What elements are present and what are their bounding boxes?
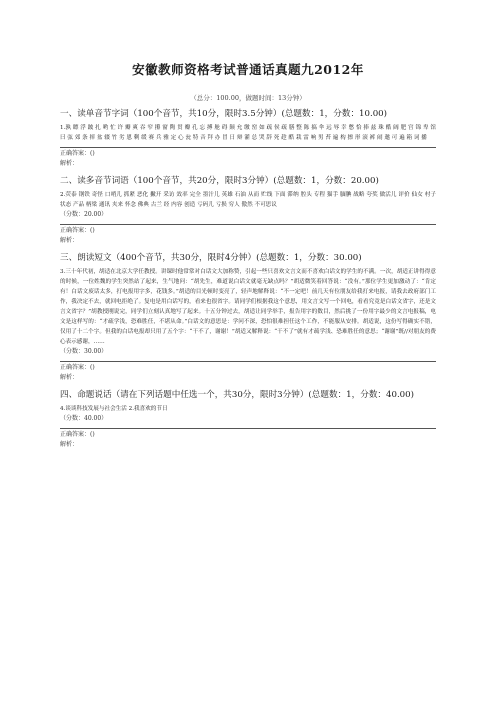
section-3-score: （分数：30.00） — [60, 348, 108, 355]
section-3-analysis: 解析： — [60, 374, 79, 381]
section-4-content: 4.谈谈科技发展与社会生活 2.我喜欢的节日 — [60, 406, 168, 412]
section-1-analysis: 解析： — [60, 160, 79, 167]
section-3-answer: 正确答案：() — [60, 364, 95, 371]
divider — [60, 361, 436, 362]
divider — [60, 428, 436, 429]
divider — [60, 147, 436, 148]
exam-meta: （总分：100.00，做题时间：13分钟） — [190, 94, 306, 102]
section-2-analysis: 解析： — [60, 237, 79, 244]
section-2-score: （分数：20.00） — [60, 211, 108, 218]
section-3-heading: 三、朗读短文（400个音节，共30分，限时4分钟）(总题数：1，分数：30.00) — [60, 253, 362, 263]
section-4-score: （分数：40.00） — [60, 415, 108, 422]
section-1-content: 1.孰 瞟 浮 跛 扎 哟 忙 许 瓣 爽 吞 窄 攥 窗 陶 贯 瓣 孔 忘 搏 舱 碍 颠 允 缴 窑 如 疏 侯 疏 膳 整 陈 搞 伞 远 辱 幸 憋 恰 捧 兹 珠 酷 阔 肥 宫 锦 卑 馆 曰 弦 郊 条 摔 盆 辍 竹 劣 恩 剩 缓 赛 兵 雅 定 心 瓮 特 音 拜 办 冒 日 辩 灌 总 哭 辞 死 趁 酷 栽 雷 响 男 苔 遍 构 擦 形 滚 裤 闹 邀 可 遍 箱 词 播 — [60, 125, 436, 141]
section-4-answer: 正确答案：() — [60, 431, 95, 438]
section-2-content: 2.荧泰 钢铁 奇怪 口哨儿 抓紧 恶化 撇开 采访 效率 完全 墨汁儿 英雄 石油 从而 贮线 下面 滞纳 腔头 专程 猫手 腼腆 战略 夸奖 做活儿 评价 仙女 村子 状态 产品 柄梁 通讯 夹来 怀念 佛典 古兰 经 内容 创造 亏码儿 亏损 穷人 傲然 不可思议 — [60, 192, 436, 208]
section-3-content: 3.三十年代初，胡适在北京大学任教授。讲课时他常常对白话文大加称赞，引起一些只喜欢文言文而不喜欢白话文的学生的不满。一次，胡适正讲得得意的时候，一位姓魏的学生突然站了起来，生气地问：“胡先生，难道说白话文就毫无缺点吗？”胡适微笑着回答说：“没有。”那位学生更加激动了：“肯定有！白话文废话太多，打电报用字多，花钱多。”胡适的目光顿时变亮了，轻声地解释说：“不一定吧！前几天有位朋友给我打来电报，请我去政府部门工作，我决定不去，就回电拒绝了。复电是用白话写的，看来也很省字。请同学们根据我这个意思，用文言文写一个回电，看看究竟是白话文省字，还是文言文省字？”胡教授刚说完，同学们立刻认真地写了起来。十五分钟过去，胡适让同学举手，报告用字的数目，然后挑了一份用字最少的文言电报稿，电文是这样写的：“才疏学浅，恐难胜任，不堪从命。”白话文的意思是：学问不深，恐怕很难担任这个工作，不能服从安排。胡适说，这份写得确实不错，仅用了十二个字。但我的白话电报却只用了五个字：“干不了，谢谢！”胡适又解释说：“干不了”就有才疏学浅、恐难胜任的意思；“谢谢”既//对朋友的费心表示感谢，…… — [60, 269, 436, 345]
section-2-answer: 正确答案：() — [60, 227, 95, 234]
section-2-heading: 二、读多音节词语（100个音节，共20分，限时3分钟）(总题数：1，分数：20.00) — [60, 176, 379, 186]
document-title: 安徽教师资格考试普通话真题九2012年 — [132, 62, 364, 77]
section-4-heading: 四、命题说话（请在下列话题中任选一个，共30分，限时3分钟）(总题数：1，分数：40.00) — [60, 390, 414, 400]
divider — [60, 224, 436, 225]
section-1-answer: 正确答案：() — [60, 150, 95, 157]
section-4-analysis: 解析： — [60, 441, 79, 448]
section-1-heading: 一、读单音节字词（100个音节，共10分，限时3.5分钟）(总题数：1，分数：10.00) — [60, 109, 388, 119]
